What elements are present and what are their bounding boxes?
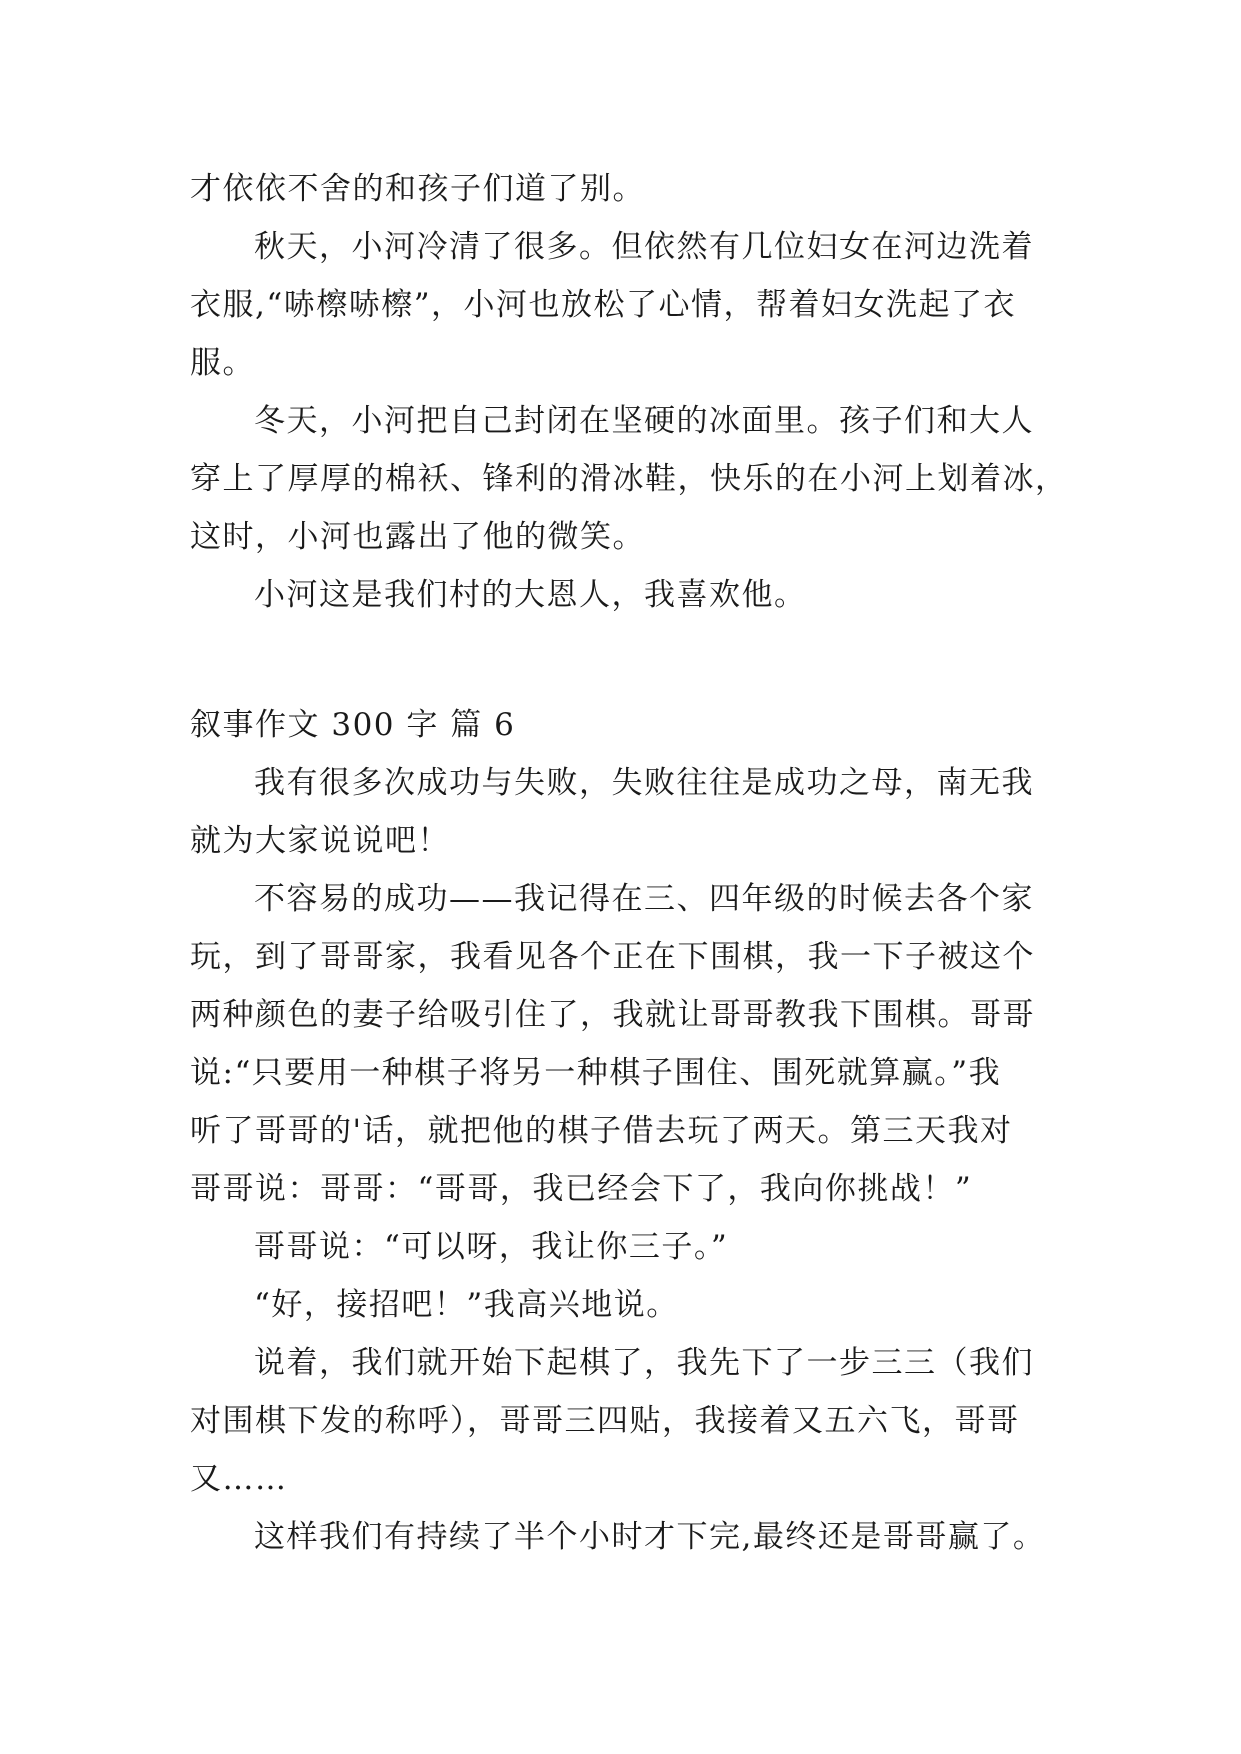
paragraph-line: 对围棋下发的称呼），哥哥三四贴，我接着又五六飞，哥哥 (190, 1403, 1020, 1439)
section-heading: 叙事作文 300 字 篇 6 (190, 707, 516, 743)
paragraph-line: 这样我们有持续了半个小时才下完,最终还是哥哥赢了。 (254, 1519, 1046, 1555)
paragraph-line: 听了哥哥的'话，就把他的棋子借去玩了两天。第三天我对 (190, 1113, 1013, 1149)
paragraph-line: 哥哥说：“可以呀，我让你三子。” (254, 1229, 729, 1265)
paragraph-line: 说着，我们就开始下起棋了，我先下了一步三三（我们 (254, 1345, 1034, 1381)
paragraph-line: 我有很多次成功与失败，失败往往是成功之母，南无我 (254, 765, 1034, 801)
paragraph-line: 不容易的成功——我记得在三、四年级的时候去各个家 (254, 881, 1034, 917)
paragraph-line: 哥哥说：哥哥：“哥哥，我已经会下了，我向你挑战！” (190, 1171, 973, 1207)
paragraph-line: 穿上了厚厚的棉袄、锋利的滑冰鞋，快乐的在小河上划着冰， (190, 461, 1068, 497)
paragraph-line: 服。 (190, 345, 255, 381)
article-body (190, 160, 1068, 1566)
paragraph-line: 玩，到了哥哥家，我看见各个正在下围棋，我一下子被这个 (190, 939, 1035, 975)
paragraph-line: 衣服,“哧檫哧檫”，小河也放松了心情，帮着妇女洗起了衣 (190, 287, 1017, 323)
paragraph-line: 这时，小河也露出了他的微笑。 (190, 519, 645, 555)
paragraph-line: 就为大家说说吧！ (190, 823, 450, 859)
paragraph-line: 又…… (190, 1461, 288, 1497)
paragraph-line: “好，接招吧！”我高兴地说。 (254, 1287, 679, 1323)
paragraph-line: 两种颜色的妻子给吸引住了，我就让哥哥教我下围棋。哥哥 (190, 997, 1035, 1033)
paragraph-line: 才依依不舍的和孩子们道了别。 (190, 171, 645, 207)
section-gap (190, 624, 1056, 696)
paragraph-line: 秋天，小河冷清了很多。但依然有几位妇女在河边洗着 (254, 229, 1034, 265)
paragraph-line: 说:“只要用一种棋子将另一种棋子围住、围死就算赢。”我 (190, 1055, 1002, 1091)
paragraph-line: 冬天，小河把自己封闭在坚硬的冰面里。孩子们和大人 (254, 403, 1034, 439)
paragraph-line: 小河这是我们村的大恩人，我喜欢他。 (254, 577, 807, 613)
